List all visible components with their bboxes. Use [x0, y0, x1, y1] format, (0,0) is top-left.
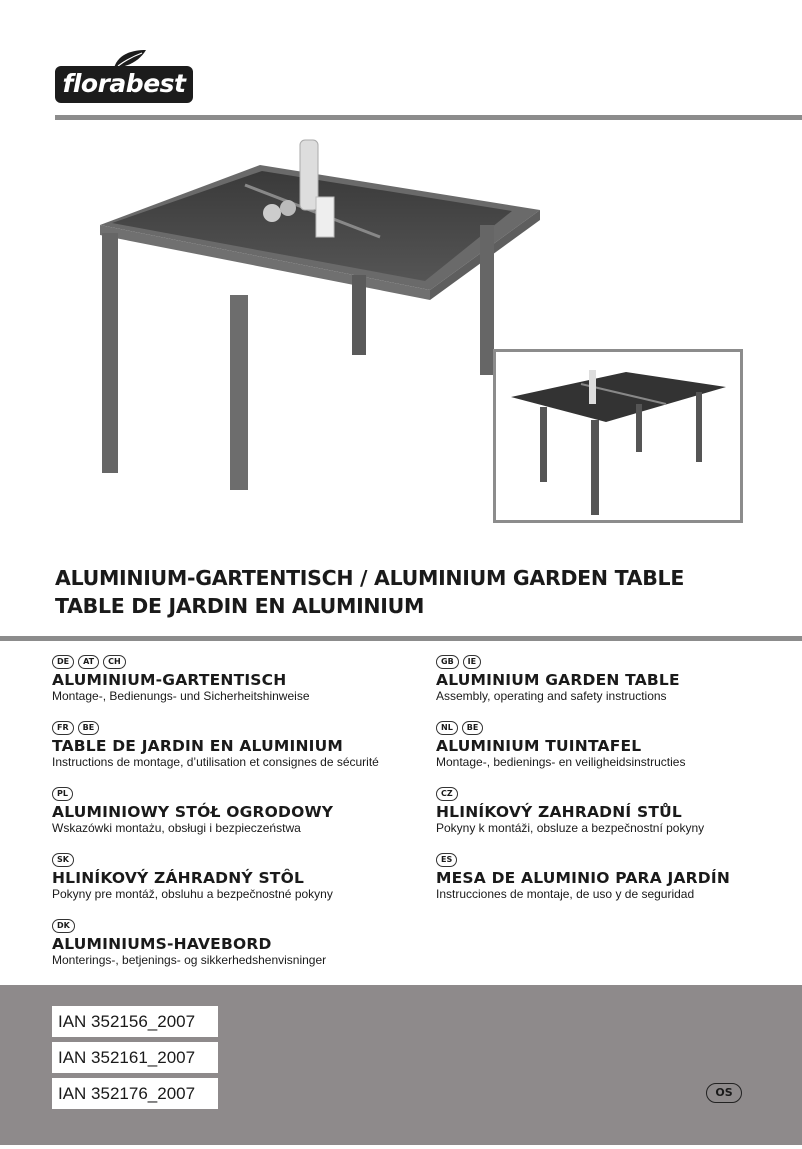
language-subtitle: Instructions de montage, d’utilisation et consignes de sécurité [52, 755, 379, 769]
country-badge: CH [103, 655, 126, 669]
country-badge: IE [463, 655, 481, 669]
language-heading: MESA DE ALUMINIO PARA JARDÍN [436, 869, 730, 887]
language-heading: ALUMINIUM-GARTENTISCH [52, 671, 287, 689]
title-line-2: TABLE DE JARDIN EN ALUMINIUM [55, 594, 425, 618]
country-badge: BE [462, 721, 484, 735]
country-badge: BE [78, 721, 100, 735]
language-subtitle: Montage-, bedienings- en veiligheidsinstructies [436, 755, 686, 769]
language-entry-dk [52, 919, 432, 967]
language-subtitle: Assembly, operating and safety instructions [436, 689, 667, 703]
title-line-1: ALUMINIUM-GARTENTISCH / ALUMINIUM GARDEN TABLE [55, 566, 685, 590]
language-heading: TABLE DE JARDIN EN ALUMINIUM [52, 737, 343, 755]
country-badge: SK [52, 853, 74, 867]
language-entry-de [52, 655, 432, 703]
language-subtitle: Montage-, Bedienungs- und Sicherheitshinweise [52, 689, 310, 703]
language-entry-pl [52, 787, 432, 835]
ian-number: IAN 352156_2007 [52, 1006, 218, 1037]
language-entry-gb [436, 655, 802, 703]
language-subtitle: Instrucciones de montaje, de uso y de seguridad [436, 887, 695, 901]
region-code-badge: OS [706, 1083, 742, 1103]
country-badge: DE [52, 655, 74, 669]
country-badge: PL [52, 787, 73, 801]
language-heading: ALUMINIUMS-HAVEBORD [52, 935, 272, 953]
table-photo [80, 125, 540, 495]
language-heading: HLINÍKOVÝ ZÁHRADNÝ STÔL [52, 869, 305, 887]
language-entry-sk [52, 853, 432, 901]
country-badge: CZ [436, 787, 458, 801]
country-badge: NL [436, 721, 458, 735]
country-badge: ES [436, 853, 457, 867]
country-badge: DK [52, 919, 75, 933]
language-subtitle: Monterings-, betjenings- og sikkerhedshenvisninger [52, 953, 327, 967]
country-badge: GB [436, 655, 459, 669]
ian-number: IAN 352176_2007 [52, 1078, 218, 1109]
section-divider [0, 636, 802, 641]
language-heading: ALUMINIOWY STÓŁ OGRODOWY [52, 803, 334, 821]
language-subtitle: Wskazówki montażu, obsługi i bezpieczeństwa [52, 821, 301, 835]
language-heading: ALUMINIUM GARDEN TABLE [436, 671, 680, 689]
extended-table-inset-photo [493, 349, 743, 523]
language-entry-nl [436, 721, 802, 769]
ian-number: IAN 352161_2007 [52, 1042, 218, 1073]
language-entry-cz [436, 787, 802, 835]
language-subtitle: Pokyny k montáži, obsluze a bezpečnostní pokyny [436, 821, 705, 835]
language-entry-fr [52, 721, 432, 769]
country-badge: AT [78, 655, 99, 669]
top-divider [55, 115, 802, 120]
country-badge: FR [52, 721, 74, 735]
language-heading: ALUMINIUM TUINTAFEL [436, 737, 642, 755]
language-heading: HLINÍKOVÝ ZAHRADNÍ STŮL [436, 803, 682, 821]
language-entry-es [436, 853, 802, 901]
florabest-logo: florabest [55, 66, 193, 103]
language-subtitle: Pokyny pre montáž, obsluhu a bezpečnostné pokyny [52, 887, 333, 901]
